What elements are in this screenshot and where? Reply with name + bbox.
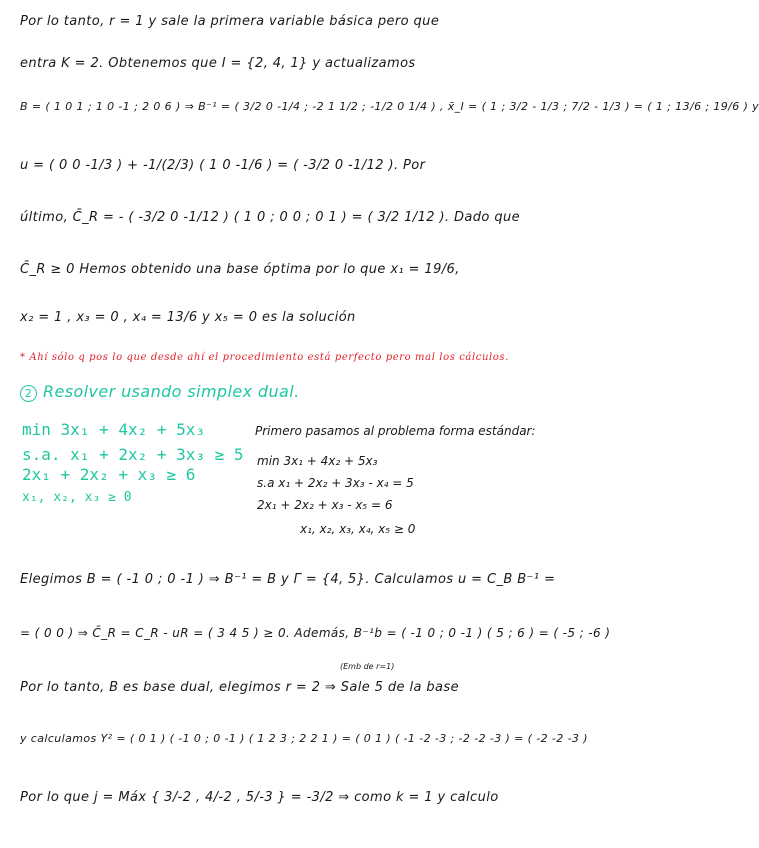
text-line-7: x₂ = 1 , x₃ = 0 , x₄ = 13/6 y x₅ = 0 es la solución [20,310,356,325]
text-line-8: Elegimos B = ( -1 0 ; 0 -1 ) ⇒ B⁻¹ = B y Γ = {4, 5}. Calculamos u = C_B B⁻¹ = [20,572,556,587]
section-heading [20,382,585,402]
text-line-9: = ( 0 0 ) ⇒ C̄_R = C_R - uR = ( 3 4 5 ) ≥ 0. Además, B⁻¹b = ( -1 0 ; 0 -1 ) ( 5 ; 6 ) = ( -5 ; -6 ) [20,626,611,640]
text-line-6: C̄_R ≥ 0 Hemos obtenido una base óptima por lo que x₁ = 19/6, [20,262,460,277]
text-line-2: entra K = 2. Obtenemos que I = {2, 4, 1} y actualizamos [20,56,416,71]
correction-note: * Ahí sólo q pos lo que desde ahí el procedimiento está perfecto pero mal los cálculos. [20,352,509,363]
standard-form-intro: Primero pasamos al problema forma estándar: [255,424,536,438]
standard-constraint-2: 2x₁ + 2x₂ + x₃ - x₅ = 6 [257,498,393,512]
text-line-12: Por lo que j = Máx { 3/-2 , 4/-2 , 5/-3 } = -3/2 ⇒ como k = 1 y calculo [20,790,499,805]
text-line-1: Por lo tanto, r = 1 y sale la primera variable básica pero que [20,14,440,29]
small-annotation: (Emb de r=1) [340,662,395,671]
problem-constraint-2: 2x₁ + 2x₂ + x₃ ≥ 6 [22,465,196,484]
standard-objective: min 3x₁ + 4x₂ + 5x₃ [257,454,378,468]
text-line-3: B = ( 1 0 1 ; 1 0 -1 ; 2 0 6 ) ⇒ B⁻¹ = ( 3/2 0 -1/4 ; -2 1 1/2 ; -1/2 0 1/4 ) , x̄_I = ( 1 ; 3/2 - 1/3 ; 7/2 - 1/3 ) = ( 1 ; 13/6 ; 19/6 ) y [20,100,759,113]
section-title: Resolver usando simplex dual. [43,382,300,401]
section-number-badge: 2 [20,385,37,402]
text-line-11: y calculamos Y² = ( 0 1 ) ( -1 0 ; 0 -1 ) ( 1 2 3 ; 2 2 1 ) = ( 0 1 ) ( -1 -2 -3 ; -2 -2 -3 ) = ( -2 -2 -3 ) [20,732,588,745]
standard-constraint-1: s.a x₁ + 2x₂ + 3x₃ - x₄ = 5 [257,476,414,490]
problem-objective: min 3x₁ + 4x₂ + 5x₃ [22,420,206,439]
text-line-10: Por lo tanto, B es base dual, elegimos r = 2 ⇒ Sale 5 de la base [20,680,459,695]
problem-constraint-1: s.a. x₁ + 2x₂ + 3x₃ ≥ 5 [22,445,244,464]
text-line-5: último, C̄_R = - ( -3/2 0 -1/12 ) ( 1 0 ; 0 0 ; 0 1 ) = ( 3/2 1/12 ). Dado que [20,210,521,225]
problem-nonnegativity: x₁, x₂, x₃ ≥ 0 [22,490,132,505]
text-line-4: u = ( 0 0 -1/3 ) + -1/(2/3) ( 1 0 -1/6 ) = ( -3/2 0 -1/12 ). Por [20,158,426,173]
standard-nonnegativity: x₁, x₂, x₃, x₄, x₅ ≥ 0 [300,522,416,536]
